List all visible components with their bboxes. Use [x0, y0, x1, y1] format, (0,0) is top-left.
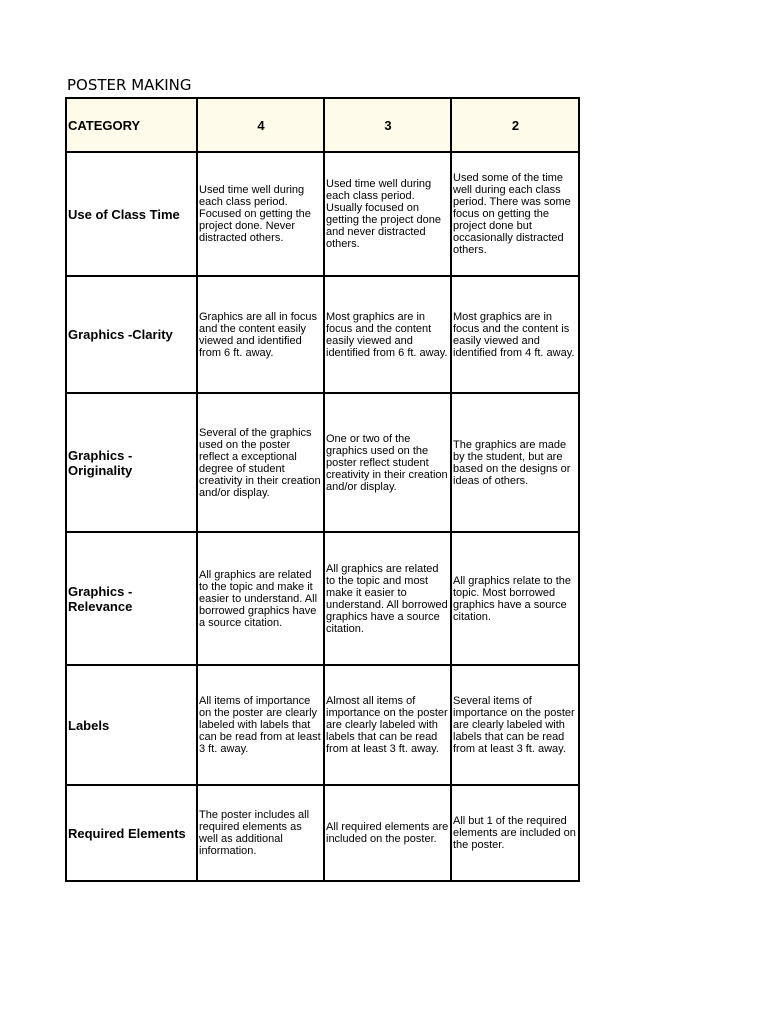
table-row: [66, 532, 579, 665]
row-category: Labels: [66, 665, 197, 785]
cell-score-4: The poster includes all required elements as well as additional information.: [197, 785, 324, 881]
cell-score-4: All graphics are related to the topic and make it easier to understand. All borrowed graphics have a source citation.: [197, 532, 324, 665]
table-row: [66, 276, 579, 393]
header-score-3: 3: [324, 98, 451, 152]
cell-score-4: All items of importance on the poster are clearly labeled with labels that can be read from at least 3 ft. away.: [197, 665, 324, 785]
cell-score-4: Used time well during each class period. Focused on getting the project done. Never distracted others.: [197, 152, 324, 276]
row-category: Graphics -Clarity: [66, 276, 197, 393]
table-header-row: [66, 98, 579, 152]
row-category: Required Elements: [66, 785, 197, 881]
table-row: [66, 152, 579, 276]
cell-score-2: All but 1 of the required elements are included on the poster.: [451, 785, 579, 881]
document-title: POSTER MAKING: [67, 76, 192, 94]
cell-score-3: Almost all items of importance on the poster are clearly labeled with labels that can be read from at least 3 ft. away.: [324, 665, 451, 785]
cell-score-3: One or two of the graphics used on the poster reflect student creativity in their creation and/or display.: [324, 393, 451, 532]
table-row: [66, 393, 579, 532]
row-category: Use of Class Time: [66, 152, 197, 276]
cell-score-3: All required elements are included on the poster.: [324, 785, 451, 881]
header-score-4: 4: [197, 98, 324, 152]
row-category: Graphics - Relevance: [66, 532, 197, 665]
cell-score-2: Several items of importance on the poster are clearly labeled with labels that can be read from at least 3 ft. away.: [451, 665, 579, 785]
cell-score-2: Most graphics are in focus and the content is easily viewed and identified from 4 ft. away.: [451, 276, 579, 393]
table-row: [66, 665, 579, 785]
cell-score-3: Most graphics are in focus and the content easily viewed and identified from 6 ft. away.: [324, 276, 451, 393]
cell-score-2: Used some of the time well during each class period. There was some focus on getting the project done but occasionally distracted others.: [451, 152, 579, 276]
cell-score-2: The graphics are made by the student, but are based on the designs or ideas of others.: [451, 393, 579, 532]
rubric-table: [65, 97, 580, 882]
cell-score-4: Graphics are all in focus and the content easily viewed and identified from 6 ft. away.: [197, 276, 324, 393]
header-score-2: 2: [451, 98, 579, 152]
cell-score-3: All graphics are related to the topic and most make it easier to understand. All borrowed graphics have a source citation.: [324, 532, 451, 665]
cell-score-3: Used time well during each class period. Usually focused on getting the project done and never distracted others.: [324, 152, 451, 276]
cell-score-4: Several of the graphics used on the poster reflect a exceptional degree of student creativity in their creation and/or display.: [197, 393, 324, 532]
row-category: Graphics - Originality: [66, 393, 197, 532]
header-category: CATEGORY: [66, 98, 197, 152]
cell-score-2: All graphics relate to the topic. Most borrowed graphics have a source citation.: [451, 532, 579, 665]
table-row: [66, 785, 579, 881]
